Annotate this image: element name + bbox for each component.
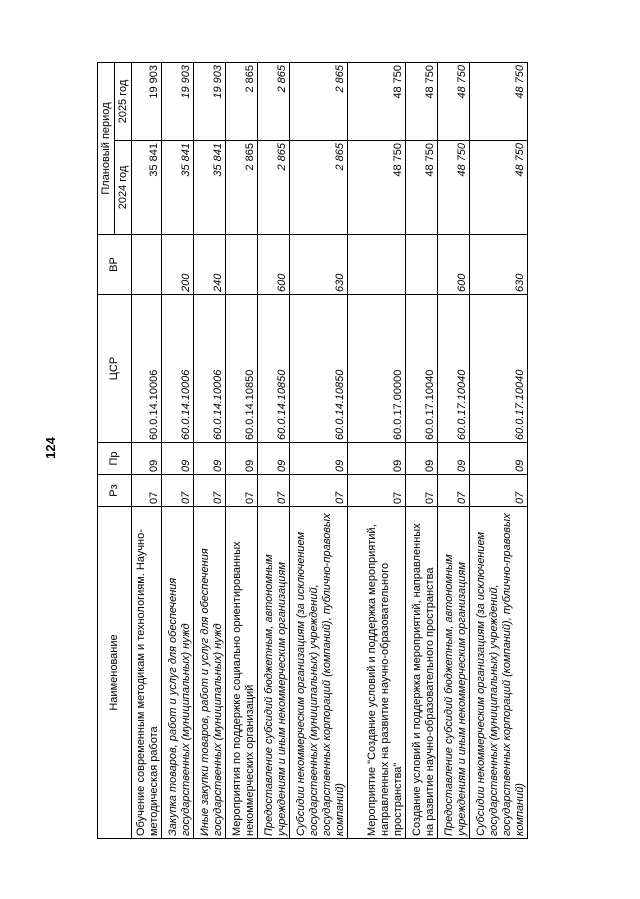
row-pr-cell: 09	[290, 443, 348, 475]
table-row	[132, 63, 162, 839]
header-planned-period: Плановый период	[98, 63, 115, 235]
row-2025-cell: 19 903	[194, 63, 226, 141]
row-vr-cell: 240	[194, 235, 226, 295]
row-rz-cell: 07	[348, 475, 406, 507]
table-row	[348, 63, 406, 839]
table-row	[194, 63, 226, 839]
row-pr-cell: 09	[258, 443, 290, 475]
row-vr-cell: 600	[258, 235, 290, 295]
row-csr-cell: 60.0.14.10850	[226, 295, 258, 443]
table-header-row	[98, 63, 115, 839]
row-pr-cell: 09	[162, 443, 194, 475]
row-2024-cell: 2 865	[226, 141, 258, 235]
row-rz-cell: 07	[290, 475, 348, 507]
row-rz-cell: 07	[226, 475, 258, 507]
row-2025-cell: 2 865	[226, 63, 258, 141]
row-rz-cell: 07	[470, 475, 528, 507]
row-2025-cell: 48 750	[348, 63, 406, 141]
row-csr-cell: 60.0.14.10006	[162, 295, 194, 443]
row-2024-cell: 48 750	[438, 141, 470, 235]
header-csr: ЦСР	[98, 295, 132, 443]
row-2024-cell: 48 750	[406, 141, 438, 235]
row-name-cell: Создание условий и поддержка мероприятий, направленных на развитие научно-образовательного пространства	[406, 507, 438, 839]
row-2025-cell: 19 903	[162, 63, 194, 141]
row-2025-cell: 48 750	[406, 63, 438, 141]
row-vr-cell: 200	[162, 235, 194, 295]
row-rz-cell: 07	[194, 475, 226, 507]
header-rz: Рз	[98, 475, 132, 507]
row-name-cell: Субсидии некоммерческим организациям (за исключением государственных (муниципальных) учреждений, государственных корпораций (компаний), публично-правовых компаний)	[470, 507, 528, 839]
header-pr: Пр	[98, 443, 132, 475]
row-vr-cell	[226, 235, 258, 295]
page-number: 124	[42, 437, 58, 459]
row-vr-cell	[406, 235, 438, 295]
row-csr-cell: 60.0.14.10006	[132, 295, 162, 443]
row-rz-cell: 07	[406, 475, 438, 507]
table-row	[226, 63, 258, 839]
row-name-cell: Обучение современным методикам и технологиям. Научно-методическая работа	[132, 507, 162, 839]
row-name-cell: Предоставление субсидий бюджетным, автономным учреждениям и иным некоммерческим организациям	[258, 507, 290, 839]
row-rz-cell: 07	[132, 475, 162, 507]
row-name-cell: Иные закупки товаров, работ и услуг для обеспечения государственных (муниципальных) нужд	[194, 507, 226, 839]
header-vr: ВР	[98, 235, 132, 295]
row-vr-cell: 630	[470, 235, 528, 295]
budget-table	[97, 62, 528, 839]
row-csr-cell: 60.0.14.10850	[290, 295, 348, 443]
table-row	[290, 63, 348, 839]
row-vr-cell: 630	[290, 235, 348, 295]
row-pr-cell: 09	[406, 443, 438, 475]
row-name-cell: Субсидии некоммерческим организациям (за исключением государственных (муниципальных) учреждений, государственных корпораций (компаний), публично-правовых компаний)	[290, 507, 348, 839]
row-name-cell: Мероприятия по поддержке социально ориентированных некоммерческих организаций	[226, 507, 258, 839]
row-2024-cell: 35 841	[162, 141, 194, 235]
row-name-cell: Закупка товаров, работ и услуг для обеспечения государственных (муниципальных) нужд	[162, 507, 194, 839]
row-vr-cell	[132, 235, 162, 295]
row-2024-cell: 48 750	[470, 141, 528, 235]
row-csr-cell: 60.0.14.10850	[258, 295, 290, 443]
header-2024: 2024 год	[115, 141, 132, 235]
row-pr-cell: 09	[132, 443, 162, 475]
row-name-cell: Мероприятие "Создание условий и поддержка мероприятий, направленных на развитие научно-образовательного пространства"	[348, 507, 406, 839]
row-2025-cell: 2 865	[290, 63, 348, 141]
table-row	[470, 63, 528, 839]
row-2024-cell: 2 865	[290, 141, 348, 235]
row-rz-cell: 07	[258, 475, 290, 507]
row-name-cell: Предоставление субсидий бюджетным, автономным учреждениям и иным некоммерческим организациям	[438, 507, 470, 839]
row-csr-cell: 60.0.17.00000	[348, 295, 406, 443]
row-2025-cell: 2 865	[258, 63, 290, 141]
row-rz-cell: 07	[162, 475, 194, 507]
header-2025: 2025 год	[115, 63, 132, 141]
row-2024-cell: 35 841	[194, 141, 226, 235]
row-pr-cell: 09	[470, 443, 528, 475]
table-row	[162, 63, 194, 839]
row-csr-cell: 60.0.14.10006	[194, 295, 226, 443]
row-2025-cell: 19 903	[132, 63, 162, 141]
row-pr-cell: 09	[438, 443, 470, 475]
table-row	[258, 63, 290, 839]
row-2024-cell: 2 865	[258, 141, 290, 235]
table-row	[438, 63, 470, 839]
row-2025-cell: 48 750	[470, 63, 528, 141]
header-name: Наименование	[98, 507, 132, 839]
row-rz-cell: 07	[438, 475, 470, 507]
row-csr-cell: 60.0.17.10040	[438, 295, 470, 443]
row-vr-cell: 600	[438, 235, 470, 295]
table-row	[406, 63, 438, 839]
row-csr-cell: 60.0.17.10040	[470, 295, 528, 443]
table-body	[132, 63, 528, 839]
row-csr-cell: 60.0.17.10040	[406, 295, 438, 443]
row-pr-cell: 09	[348, 443, 406, 475]
row-2024-cell: 35 841	[132, 141, 162, 235]
row-pr-cell: 09	[226, 443, 258, 475]
row-vr-cell	[348, 235, 406, 295]
row-2024-cell: 48 750	[348, 141, 406, 235]
row-pr-cell: 09	[194, 443, 226, 475]
row-2025-cell: 48 750	[438, 63, 470, 141]
budget-table-rotated	[97, 63, 533, 839]
